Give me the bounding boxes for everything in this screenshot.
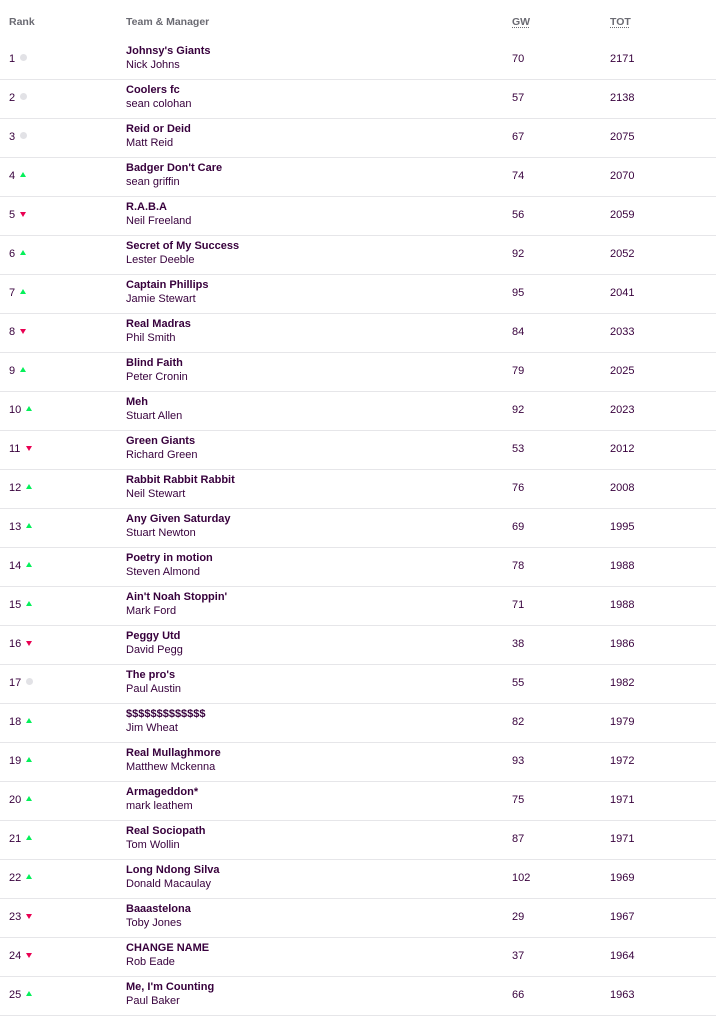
team-name-link[interactable]: Blind Faith [126,357,183,369]
rank-up-arrow-icon [26,796,32,801]
total-points: 1982 [610,677,635,689]
rank-number: 11 [9,443,21,455]
gameweek-points: 57 [512,92,525,104]
gameweek-points: 56 [512,209,525,221]
total-points: 2075 [610,131,635,143]
rank-number: 19 [9,755,22,767]
team-name-link[interactable]: Reid or Deid [126,123,191,135]
gameweek-points: 69 [512,521,525,533]
total-points: 2138 [610,92,635,104]
manager-name: Richard Green [126,449,198,461]
total-points: 1971 [610,794,635,806]
rank-up-arrow-icon [26,718,32,723]
manager-name: Jamie Stewart [126,293,196,305]
gameweek-points: 95 [512,287,525,299]
total-points: 2041 [610,287,635,299]
rank-up-arrow-icon [26,991,32,996]
rank-up-arrow-icon [20,250,26,255]
team-name-link[interactable]: Meh [126,396,148,408]
table-row [0,782,716,821]
rank-down-arrow-icon [26,446,32,451]
manager-name: sean griffin [126,176,180,188]
table-row [0,665,716,704]
rank-number: 8 [9,326,16,338]
team-name-link[interactable]: Peggy Utd [126,630,181,642]
total-points: 2052 [610,248,635,260]
rank-number: 1 [9,53,16,65]
manager-name: sean colohan [126,98,192,110]
manager-name: Tom Wollin [126,839,180,851]
gameweek-points: 66 [512,989,525,1001]
rank-column-header: Rank [9,16,35,28]
total-points: 2070 [610,170,635,182]
rank-number: 16 [9,638,22,650]
rank-up-arrow-icon [26,757,32,762]
table-row [0,431,716,470]
table-row [0,860,716,899]
rank-number: 9 [9,365,16,377]
table-row [0,236,716,275]
table-row [0,314,716,353]
gameweek-points: 92 [512,404,525,416]
total-points: 1988 [610,560,635,572]
team-name-link[interactable]: Ain't Noah Stoppin' [126,591,228,603]
rank-down-arrow-icon [20,212,26,217]
rank-number: 2 [9,92,16,104]
table-header [0,0,716,41]
table-row [0,626,716,665]
gameweek-points: 102 [512,872,531,884]
rank-number: 3 [9,131,16,143]
manager-name: Mark Ford [126,605,177,617]
gameweek-points: 55 [512,677,525,689]
manager-name: Matt Reid [126,137,174,149]
gameweek-points: 76 [512,482,525,494]
team-manager-column-header: Team & Manager [126,16,210,28]
total-points: 1963 [610,989,635,1001]
table-row [0,392,716,431]
table-row [0,821,716,860]
rank-number: 12 [9,482,22,494]
manager-name: Matthew Mckenna [126,761,216,773]
rank-number: 10 [9,404,22,416]
table-row [0,548,716,587]
table-row [0,119,716,158]
manager-name: Donald Macaulay [126,878,211,890]
total-points: 1969 [610,872,635,884]
manager-name: Peter Cronin [126,371,188,383]
gameweek-points: 67 [512,131,525,143]
rank-up-arrow-icon [20,172,26,177]
team-name-link[interactable]: Badger Don't Care [126,162,223,174]
rank-up-arrow-icon [26,406,32,411]
total-points: 2023 [610,404,635,416]
rank-up-arrow-icon [20,367,26,372]
table-row [0,197,716,236]
team-name-link[interactable]: CHANGE NAME [126,942,210,954]
team-name-link[interactable]: Captain Phillips [126,279,209,291]
table-row [0,743,716,782]
gameweek-points: 74 [512,170,525,182]
gameweek-points: 53 [512,443,525,455]
rank-unchanged-dot-icon [20,54,27,61]
manager-name: Neil Freeland [126,215,192,227]
manager-name: Rob Eade [126,956,175,968]
table-row [0,41,716,80]
manager-name: Nick Johns [126,59,180,71]
table-row [0,704,716,743]
team-name-link[interactable]: $$$$$$$$$$$$$ [126,708,206,720]
team-name-link[interactable]: Any Given Saturday [126,513,231,525]
total-points-column-header[interactable]: TOT [610,16,631,28]
total-points: 1988 [610,599,635,611]
manager-name: Paul Baker [126,995,180,1007]
rank-up-arrow-icon [20,289,26,294]
total-points: 1972 [610,755,635,767]
team-name-link[interactable]: Johnsy's Giants [126,45,211,57]
rank-down-arrow-icon [26,914,32,919]
rank-number: 24 [9,950,22,962]
rank-number: 7 [9,287,16,299]
gameweek-points: 79 [512,365,525,377]
team-name-link[interactable]: R.A.B.A [126,201,167,213]
rank-number: 20 [9,794,22,806]
standings-rows [0,41,716,1016]
team-name-link[interactable]: Baaastelona [126,903,191,915]
manager-name: Jim Wheat [126,722,178,734]
gameweek-points: 92 [512,248,525,260]
rank-number: 25 [9,989,22,1001]
rank-number: 23 [9,911,22,923]
total-points: 2059 [610,209,635,221]
rank-down-arrow-icon [26,953,32,958]
rank-up-arrow-icon [26,835,32,840]
manager-name: mark leathem [126,800,193,812]
manager-name: David Pegg [126,644,183,656]
total-points: 2033 [610,326,635,338]
rank-up-arrow-icon [26,523,32,528]
table-row [0,80,716,119]
rank-unchanged-dot-icon [20,132,27,139]
team-name-link[interactable]: Real Mullaghmore [126,747,221,759]
table-row [0,509,716,548]
gameweek-points: 87 [512,833,525,845]
total-points: 1967 [610,911,635,923]
table-row [0,158,716,197]
total-points: 2171 [610,53,635,65]
gameweek-points: 71 [512,599,525,611]
table-row [0,587,716,626]
rank-down-arrow-icon [20,329,26,334]
manager-name: Paul Austin [126,683,182,695]
rank-number: 4 [9,170,16,182]
manager-name: Stuart Allen [126,410,183,422]
gameweek-points: 29 [512,911,525,923]
rank-number: 15 [9,599,22,611]
table-row [0,938,716,977]
rank-up-arrow-icon [26,874,32,879]
team-name-link[interactable]: Poetry in motion [126,552,213,564]
gameweek-points: 78 [512,560,525,572]
total-points: 1971 [610,833,635,845]
rank-up-arrow-icon [26,484,32,489]
gameweek-points: 38 [512,638,525,650]
rank-unchanged-dot-icon [26,678,33,685]
rank-number: 13 [9,521,22,533]
rank-number: 21 [9,833,22,845]
manager-name: Phil Smith [126,332,176,344]
total-points: 2012 [610,443,635,455]
team-name-link[interactable]: Real Sociopath [126,825,206,837]
table-row [0,470,716,509]
rank-number: 17 [9,677,22,689]
team-name-link[interactable]: Armageddon* [126,786,199,798]
table-row [0,899,716,938]
table-row [0,275,716,314]
total-points: 2025 [610,365,635,377]
gameweek-points: 75 [512,794,525,806]
team-name-link[interactable]: Coolers fc [126,84,180,96]
total-points: 1979 [610,716,635,728]
team-name-link[interactable]: Long Ndong Silva [126,864,220,876]
rank-up-arrow-icon [26,562,32,567]
manager-name: Lester Deeble [126,254,195,266]
team-name-link[interactable]: Rabbit Rabbit Rabbit [126,474,235,486]
team-name-link[interactable]: Secret of My Success [126,240,240,252]
team-name-link[interactable]: The pro's [126,669,176,681]
team-name-link[interactable]: Green Giants [126,435,196,447]
table-row [0,353,716,392]
gameweek-points: 84 [512,326,525,338]
gameweek-points: 93 [512,755,525,767]
table-row [0,977,716,1016]
gameweek-points: 82 [512,716,525,728]
manager-name: Neil Stewart [126,488,186,500]
rank-up-arrow-icon [26,601,32,606]
total-points: 2008 [610,482,635,494]
rank-unchanged-dot-icon [20,93,27,100]
rank-number: 22 [9,872,22,884]
total-points: 1964 [610,950,635,962]
rank-down-arrow-icon [26,641,32,646]
total-points: 1986 [610,638,635,650]
rank-number: 5 [9,209,16,221]
manager-name: Toby Jones [126,917,182,929]
rank-number: 18 [9,716,22,728]
rank-number: 14 [9,560,22,572]
manager-name: Stuart Newton [126,527,196,539]
gameweek-points: 70 [512,53,525,65]
rank-number: 6 [9,248,16,260]
manager-name: Steven Almond [126,566,200,578]
team-name-link[interactable]: Real Madras [126,318,191,330]
gameweek-points-column-header[interactable]: GW [512,16,531,28]
gameweek-points: 37 [512,950,525,962]
team-name-link[interactable]: Me, I'm Counting [126,981,215,993]
total-points: 1995 [610,521,635,533]
